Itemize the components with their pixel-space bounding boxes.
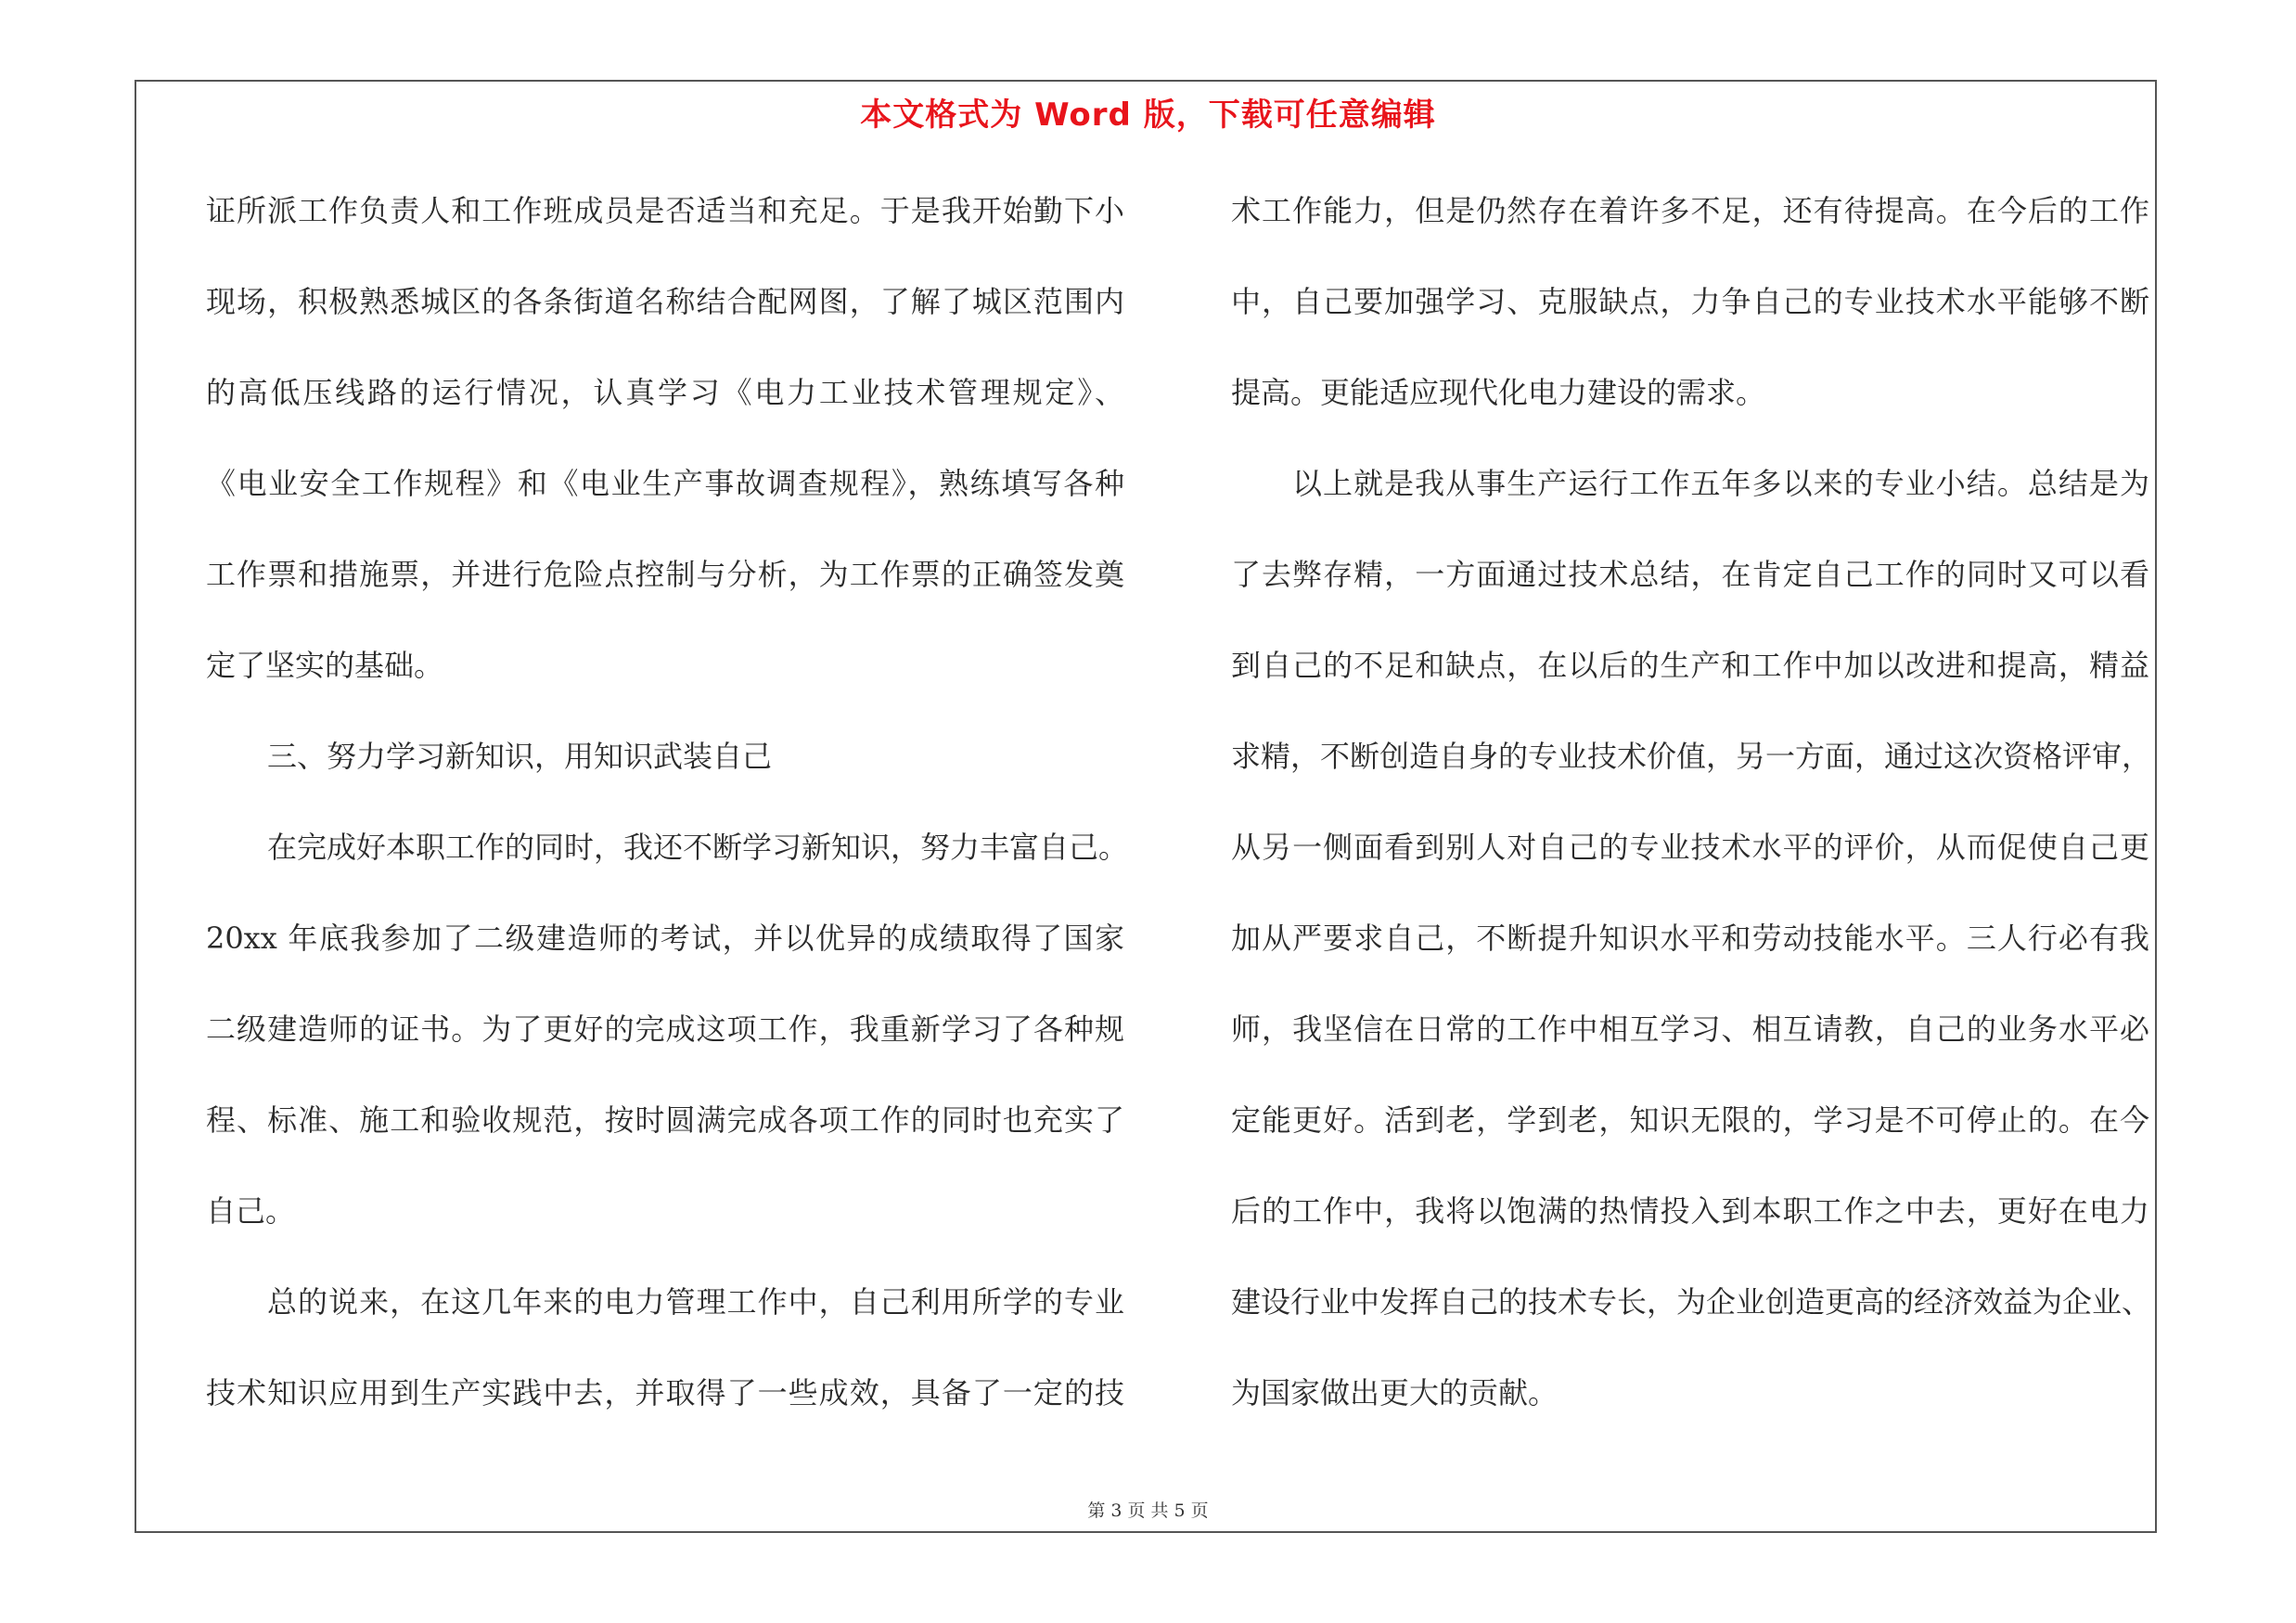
word-format-banner: 本文格式为 Word 版，下载可任意编辑 [860, 97, 1436, 134]
paragraph-line: 了去弊存精，一方面通过技术总结，在肯定自己工作的同时又可以看 [1231, 557, 2149, 592]
paragraph-line: 技术知识应用到生产实践中去，并取得了一些成效，具备了一定的技 [206, 1375, 1124, 1410]
page-number-footer: 第 3 页 共 5 页 [1087, 1501, 1209, 1521]
paragraph-line: 定了坚实的基础。 [206, 648, 444, 683]
paragraph-line: 为国家做出更大的贡献。 [1231, 1375, 1558, 1410]
paragraph-line: 以上就是我从事生产运行工作五年多以来的专业小结。总结是为 [1292, 466, 2149, 501]
left-text-column [206, 182, 1129, 1455]
paragraph-line: 现场，积极熟悉城区的各条街道名称结合配网图，了解了城区范围内 [206, 284, 1124, 319]
paragraph-line: 程、标准、施工和验收规范，按时圆满完成各项工作的同时也充实了 [206, 1102, 1124, 1138]
paragraph-line: 后的工作中，我将以饱满的热情投入到本职工作之中去，更好在电力 [1231, 1193, 2149, 1229]
paragraph-line: 《电业安全工作规程》和《电业生产事故调查规程》，熟练填写各种 [206, 466, 1124, 501]
right-text-column [1231, 182, 2152, 1455]
paragraph-line: 师，我坚信在日常的工作中相互学习、相互请教，自己的业务水平必 [1231, 1011, 2149, 1047]
paragraph-line: 总的说来，在这几年来的电力管理工作中，自己利用所学的专业 [267, 1284, 1124, 1320]
paragraph-line: 加从严要求自己，不断提升知识水平和劳动技能水平。三人行必有我 [1231, 921, 2149, 956]
paragraph-line: 的高低压线路的运行情况，认真学习《电力工业技术管理规定》、 [206, 375, 1124, 410]
paragraph-line: 工作票和措施票，并进行危险点控制与分析，为工作票的正确签发奠 [206, 557, 1124, 592]
paragraph-line: 从另一侧面看到别人对自己的专业技术水平的评价，从而促使自己更 [1231, 830, 2149, 865]
paragraph-line: 提高。更能适应现代化电力建设的需求。 [1231, 375, 1766, 410]
paragraph-line: 在完成好本职工作的同时，我还不断学习新知识，努力丰富自己。 [267, 830, 1129, 865]
paragraph-line: 证所派工作负责人和工作班成员是否适当和充足。于是我开始勤下小 [206, 193, 1124, 228]
paragraph-line: 自己。 [206, 1193, 296, 1229]
paragraph-line: 建设行业中发挥自己的技术专长，为企业创造更高的经济效益为企业、 [1231, 1284, 2152, 1320]
section-heading: 三、努力学习新知识，用知识武装自己 [267, 739, 773, 774]
paragraph-line: 定能更好。活到老，学到老，知识无限的，学习是不可停止的。在今 [1231, 1102, 2149, 1138]
paragraph-line: 中，自己要加强学习、克服缺点，力争自己的专业技术水平能够不断 [1231, 284, 2149, 319]
paragraph-line: 到自己的不足和缺点，在以后的生产和工作中加以改进和提高，精益 [1231, 648, 2149, 683]
paragraph-line: 求精，不断创造自身的专业技术价值，另一方面，通过这次资格评审， [1231, 739, 2152, 774]
paragraph-line: 术工作能力，但是仍然存在着许多不足，还有待提高。在今后的工作 [1231, 193, 2149, 228]
paragraph-line: 二级建造师的证书。为了更好的完成这项工作，我重新学习了各种规 [206, 1011, 1124, 1047]
paragraph-line: 20xx 年底我参加了二级建造师的考试，并以优异的成绩取得了国家 [206, 921, 1124, 956]
